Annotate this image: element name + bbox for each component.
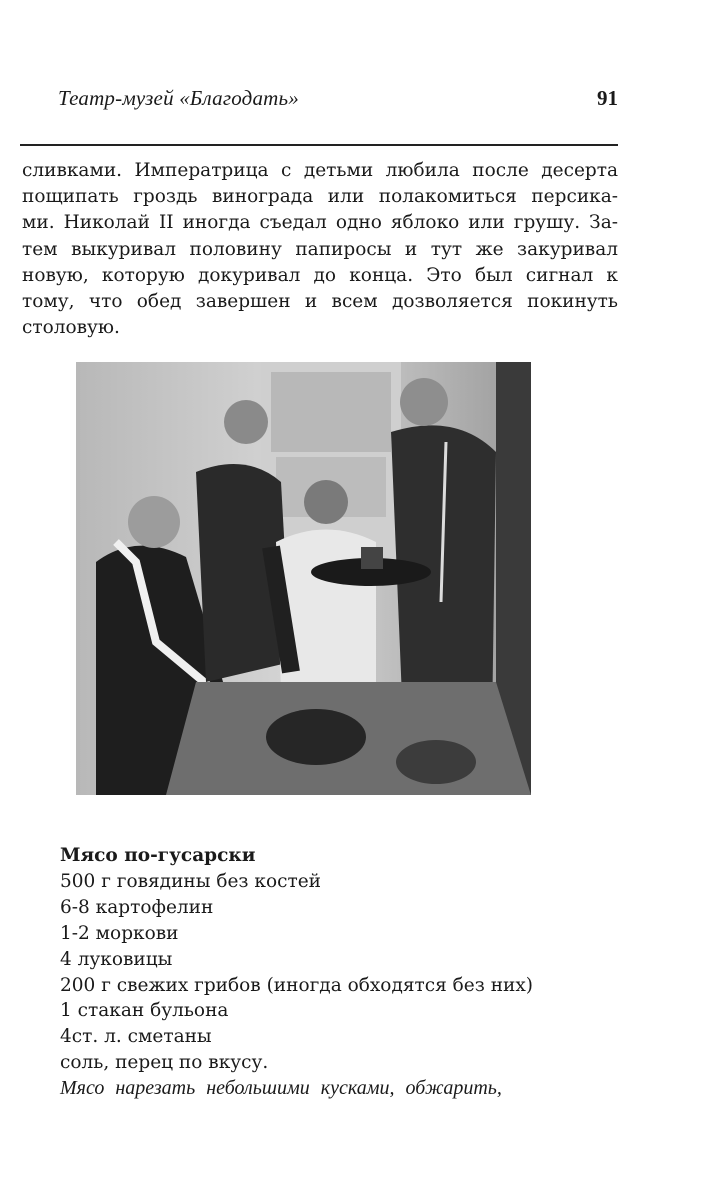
text-line: ми. Николай II иногда съедал одно яблоко или грушу. За- bbox=[22, 212, 618, 234]
recipe-instruction: Мясо нарезать небольшими кусками, обжарить, bbox=[60, 1077, 502, 1100]
text-line: пощипать гроздь винограда или полакомиться персика- bbox=[22, 186, 618, 208]
running-header-title: Театр-музей «Благодать» bbox=[58, 86, 299, 110]
text-line: тем выкуривал половину папиросы и тут же закуривал bbox=[22, 238, 618, 260]
text-line: новую, которую докуривал до конца. Это был сигнал к bbox=[22, 264, 618, 286]
page-number: 91 bbox=[597, 86, 618, 110]
text-line: тому, что обед завершен и всем дозволяется покинуть bbox=[22, 291, 618, 313]
text-line: сливками. Императрица с детьми любила после десерта bbox=[22, 160, 618, 181]
recipe-title: Мясо по-гусарски bbox=[60, 845, 256, 866]
ingredient-line: 200 г свежих грибов (иногда обходятся без них) bbox=[60, 974, 534, 996]
ingredient-line: 4ст. л. сметаны bbox=[60, 1026, 212, 1048]
header-divider bbox=[20, 144, 618, 146]
recipe-block bbox=[60, 843, 630, 1102]
ingredient-line: 4 луковицы bbox=[60, 948, 173, 970]
ingredient-line: 6-8 картофелин bbox=[60, 896, 214, 918]
ingredient-line: 500 г говядины без костей bbox=[60, 870, 321, 892]
ingredient-line: 1-2 моркови bbox=[60, 922, 179, 944]
ingredient-line: соль, перец по вкусу. bbox=[60, 1052, 269, 1074]
body-paragraph bbox=[22, 158, 618, 341]
text-line: столовую. bbox=[22, 317, 120, 339]
photograph-people-at-table bbox=[76, 362, 531, 795]
ingredient-line: 1 стакан бульона bbox=[60, 1000, 229, 1022]
